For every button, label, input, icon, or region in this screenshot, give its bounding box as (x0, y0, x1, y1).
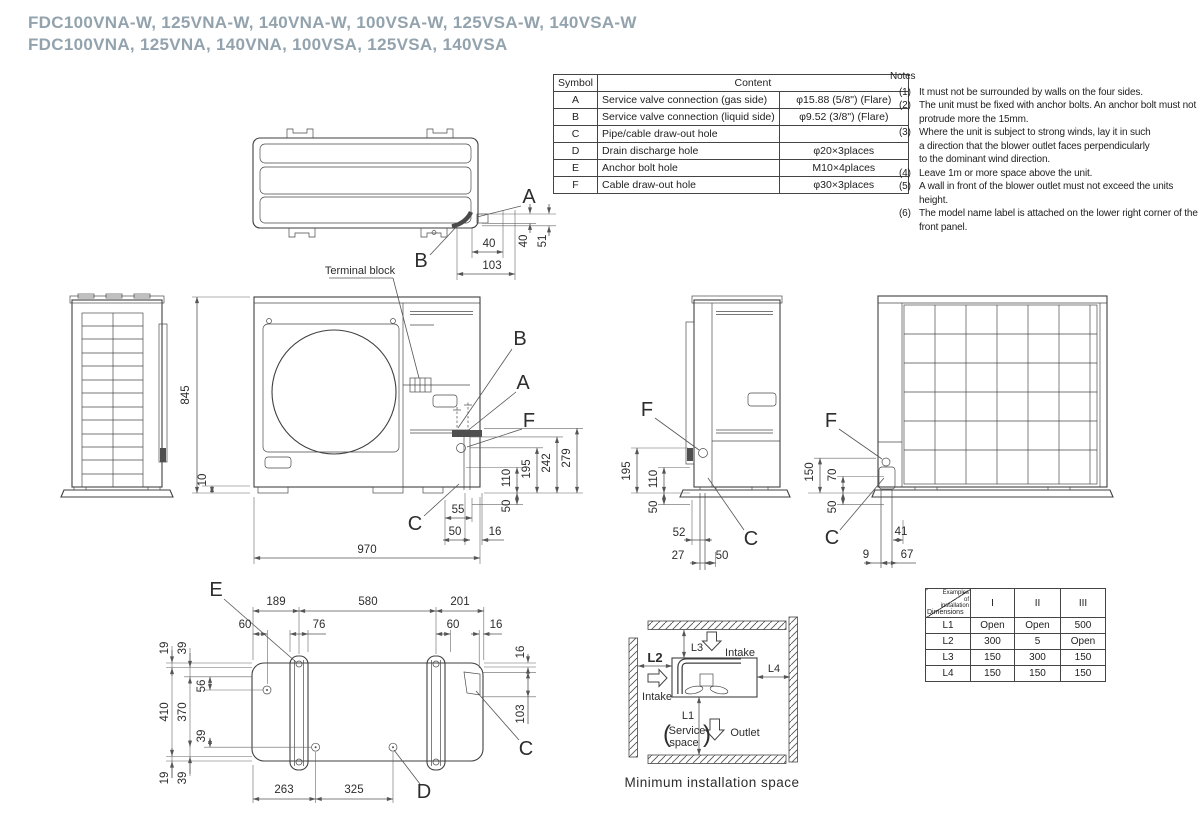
dim-60-left: 60 (238, 619, 252, 631)
dim-76: 76 (312, 619, 326, 631)
service-paren-right: ) (703, 721, 711, 748)
content-cell: Service valve connection (gas side) (598, 92, 780, 109)
dim-52: 52 (672, 527, 686, 539)
dim-l1: L1 (681, 710, 695, 722)
value-cell: Open (1061, 634, 1106, 650)
spec-cell: φ20×3places (779, 143, 908, 160)
spec-cell: M10×4places (779, 160, 908, 177)
diagram-caption: Minimum installation space (624, 775, 800, 790)
dim-l3: L3 (690, 642, 704, 654)
note-line: A wall in front of the blower outlet must not exceed the units height. (919, 181, 1174, 206)
intake-top-label: Intake (725, 647, 755, 659)
dim-201: 201 (450, 596, 470, 608)
value-cell: 150 (1061, 650, 1106, 666)
value-cell: Open (1015, 618, 1061, 634)
note-line: It must not be surrounded by walls on the four sides. (919, 86, 1143, 98)
fan-circle (272, 330, 396, 454)
dim-50: 50 (648, 500, 660, 514)
spec-cell: φ15.88 (5/8") (Flare) (779, 92, 908, 109)
symbol-cell: C (554, 126, 598, 143)
symbol-cell: F (554, 177, 598, 194)
callout-f: F (522, 410, 536, 432)
dim-279: 279 (561, 448, 573, 468)
callout-c: C (743, 528, 759, 550)
dim-150: 150 (804, 462, 816, 482)
dim-55: 55 (451, 504, 465, 516)
value-cell: Open (971, 618, 1015, 634)
dim-19-top: 19 (159, 641, 171, 655)
dim-50-right: 50 (501, 499, 513, 513)
callout-a: A (522, 186, 536, 208)
corner-dimensions-label: Dimensions (927, 609, 964, 616)
dim-19-bottom: 19 (159, 771, 171, 785)
dim-27: 27 (671, 550, 685, 562)
dim-103: 103 (515, 704, 527, 724)
note-line: a direction that the blower outlet faces perpendicularly (919, 140, 1150, 152)
dim-9: 9 (862, 549, 870, 561)
callout-f: F (640, 399, 654, 421)
left-side-view-drawing (61, 294, 173, 497)
value-cell: 300 (971, 634, 1015, 650)
value-cell: 150 (971, 666, 1015, 682)
content-cell: Anchor bolt hole (598, 160, 780, 177)
wall-left (629, 638, 638, 757)
dim-41: 41 (894, 526, 908, 538)
note-line: The unit must be fixed with anchor bolts. An anchor bolt must not (919, 100, 1197, 111)
dim-370: 370 (177, 702, 189, 722)
cable-hole-f (882, 458, 890, 466)
row-label: L4 (926, 666, 971, 682)
dim-67: 67 (900, 549, 914, 561)
outlet-label: Outlet (730, 727, 760, 739)
value-cell: 150 (971, 650, 1015, 666)
installation-space-diagram (624, 617, 799, 790)
dim-40-vertical: 40 (518, 234, 530, 248)
terminal-block-label: Terminal block (324, 265, 396, 277)
table-row (926, 650, 1106, 666)
content-cell: Cable draw-out hole (598, 177, 780, 194)
wall-right (789, 617, 798, 762)
installation-dimensions-table (925, 588, 1106, 682)
col-header-2: II (1015, 589, 1061, 618)
wall-top (648, 621, 786, 630)
dim-50-bottom: 50 (448, 526, 462, 538)
service-space-line1: Service (668, 725, 706, 737)
dim-242: 242 (541, 453, 553, 473)
dim-325: 325 (344, 784, 364, 796)
row-label: L2 (926, 634, 971, 650)
wall-bottom (648, 755, 786, 764)
notes-heading: Notes (890, 71, 916, 82)
symbol-cell: A (554, 92, 598, 109)
dim-39-top: 39 (177, 641, 189, 655)
symbol-cell: E (554, 160, 598, 177)
service-paren-left: ( (663, 721, 671, 748)
row-label: L3 (926, 650, 971, 666)
callout-b: B (414, 250, 428, 272)
spec-cell: φ30×3places (779, 177, 908, 194)
bottom-view-drawing (159, 579, 536, 803)
dim-263: 263 (274, 784, 294, 796)
dim-51: 51 (537, 234, 549, 248)
table-row (926, 634, 1106, 650)
dim-40-horizontal: 40 (482, 238, 496, 250)
dim-50: 50 (827, 500, 839, 514)
callout-a: A (516, 372, 530, 394)
value-cell: 150 (1061, 666, 1106, 682)
content-col-header: Content (598, 75, 909, 92)
note-number: (2) (899, 100, 911, 111)
dim-970: 970 (357, 544, 377, 556)
callout-b: B (513, 328, 527, 350)
dim-39-bottom: 39 (177, 771, 189, 785)
value-cell: 500 (1061, 618, 1106, 634)
symbol-col-header: Symbol (554, 75, 598, 92)
note-line: protrude more the 15mm. (919, 113, 1029, 125)
pipe-cover (879, 467, 895, 489)
value-cell: 300 (1015, 650, 1061, 666)
content-cell: Pipe/cable draw-out hole (598, 126, 780, 143)
corner-cell (926, 589, 971, 618)
callout-f: F (824, 410, 838, 432)
dim-103: 103 (482, 260, 502, 272)
intake-left-label: Intake (642, 691, 672, 703)
right-side-view-drawing (621, 296, 790, 570)
col-header-1: I (971, 589, 1015, 618)
symbol-cell: D (554, 143, 598, 160)
row-label: L1 (926, 618, 971, 634)
dim-580: 580 (358, 596, 378, 608)
note-number: (3) (899, 127, 911, 138)
dim-189: 189 (266, 596, 286, 608)
note-line: Where the unit is subject to strong winds, lay it in such (919, 127, 1151, 138)
dim-16: 16 (488, 526, 502, 538)
spec-cell: φ9.52 (3/8") (Flare) (779, 109, 908, 126)
callout-c: C (518, 738, 534, 760)
dim-56: 56 (196, 679, 208, 693)
dim-l2: L2 (647, 650, 663, 665)
dim-845: 845 (180, 385, 192, 405)
content-cell: Drain discharge hole (598, 143, 780, 160)
note-line: to the dominant wind direction. (919, 154, 1050, 165)
dim-195: 195 (521, 459, 533, 479)
top-view-drawing (253, 129, 556, 280)
callout-c: C (824, 527, 840, 549)
note-number: (1) (899, 86, 911, 98)
callout-d: D (416, 781, 432, 803)
dim-10: 10 (197, 473, 209, 487)
table-header-row (926, 589, 1106, 618)
value-cell: 150 (1015, 666, 1061, 682)
dim-39-mid: 39 (196, 729, 208, 743)
note-number: (5) (899, 181, 911, 192)
dim-50-bottom: 50 (715, 550, 729, 562)
corner-examples-label: Examples of installation (940, 590, 969, 609)
model-title-line1: FDC100VNA-W, 125VNA-W, 140VNA-W, 100VSA-W, 125VSA-W, 140VSA-W (28, 13, 637, 32)
symbol-cell: B (554, 109, 598, 126)
dim-16-right: 16 (515, 645, 527, 659)
intake-left-arrow-icon (648, 670, 667, 687)
callout-e: E (209, 579, 223, 601)
note-number: (4) (899, 167, 911, 179)
dim-16-top: 16 (489, 619, 503, 631)
dim-110: 110 (501, 468, 513, 488)
model-title-line2: FDC100VNA, 125VNA, 140VNA, 100VSA, 125VSA, 140VSA (28, 35, 508, 54)
callout-c: C (407, 513, 423, 535)
dim-l4: L4 (767, 663, 781, 675)
table-row (926, 666, 1106, 682)
col-header-3: III (1061, 589, 1106, 618)
cable-hole-f (699, 449, 708, 458)
service-space-line2: space (669, 737, 699, 749)
note-number: (6) (899, 208, 911, 219)
dim-110: 110 (648, 469, 660, 489)
intake-top-arrow-icon (703, 632, 722, 651)
front-view-drawing (180, 265, 583, 564)
dim-195: 195 (621, 461, 633, 481)
note-line: Leave 1m or more space above the unit. (919, 167, 1093, 179)
note-line: The model name label is attached on the lower right corner of the front panel. (919, 208, 1198, 233)
dim-60-right: 60 (446, 619, 460, 631)
dim-70: 70 (827, 468, 839, 482)
table-row (926, 618, 1106, 634)
content-cell: Service valve connection (liquid side) (598, 109, 780, 126)
value-cell: 5 (1015, 634, 1061, 650)
dim-410: 410 (159, 702, 171, 722)
rear-view-drawing (804, 296, 1113, 568)
